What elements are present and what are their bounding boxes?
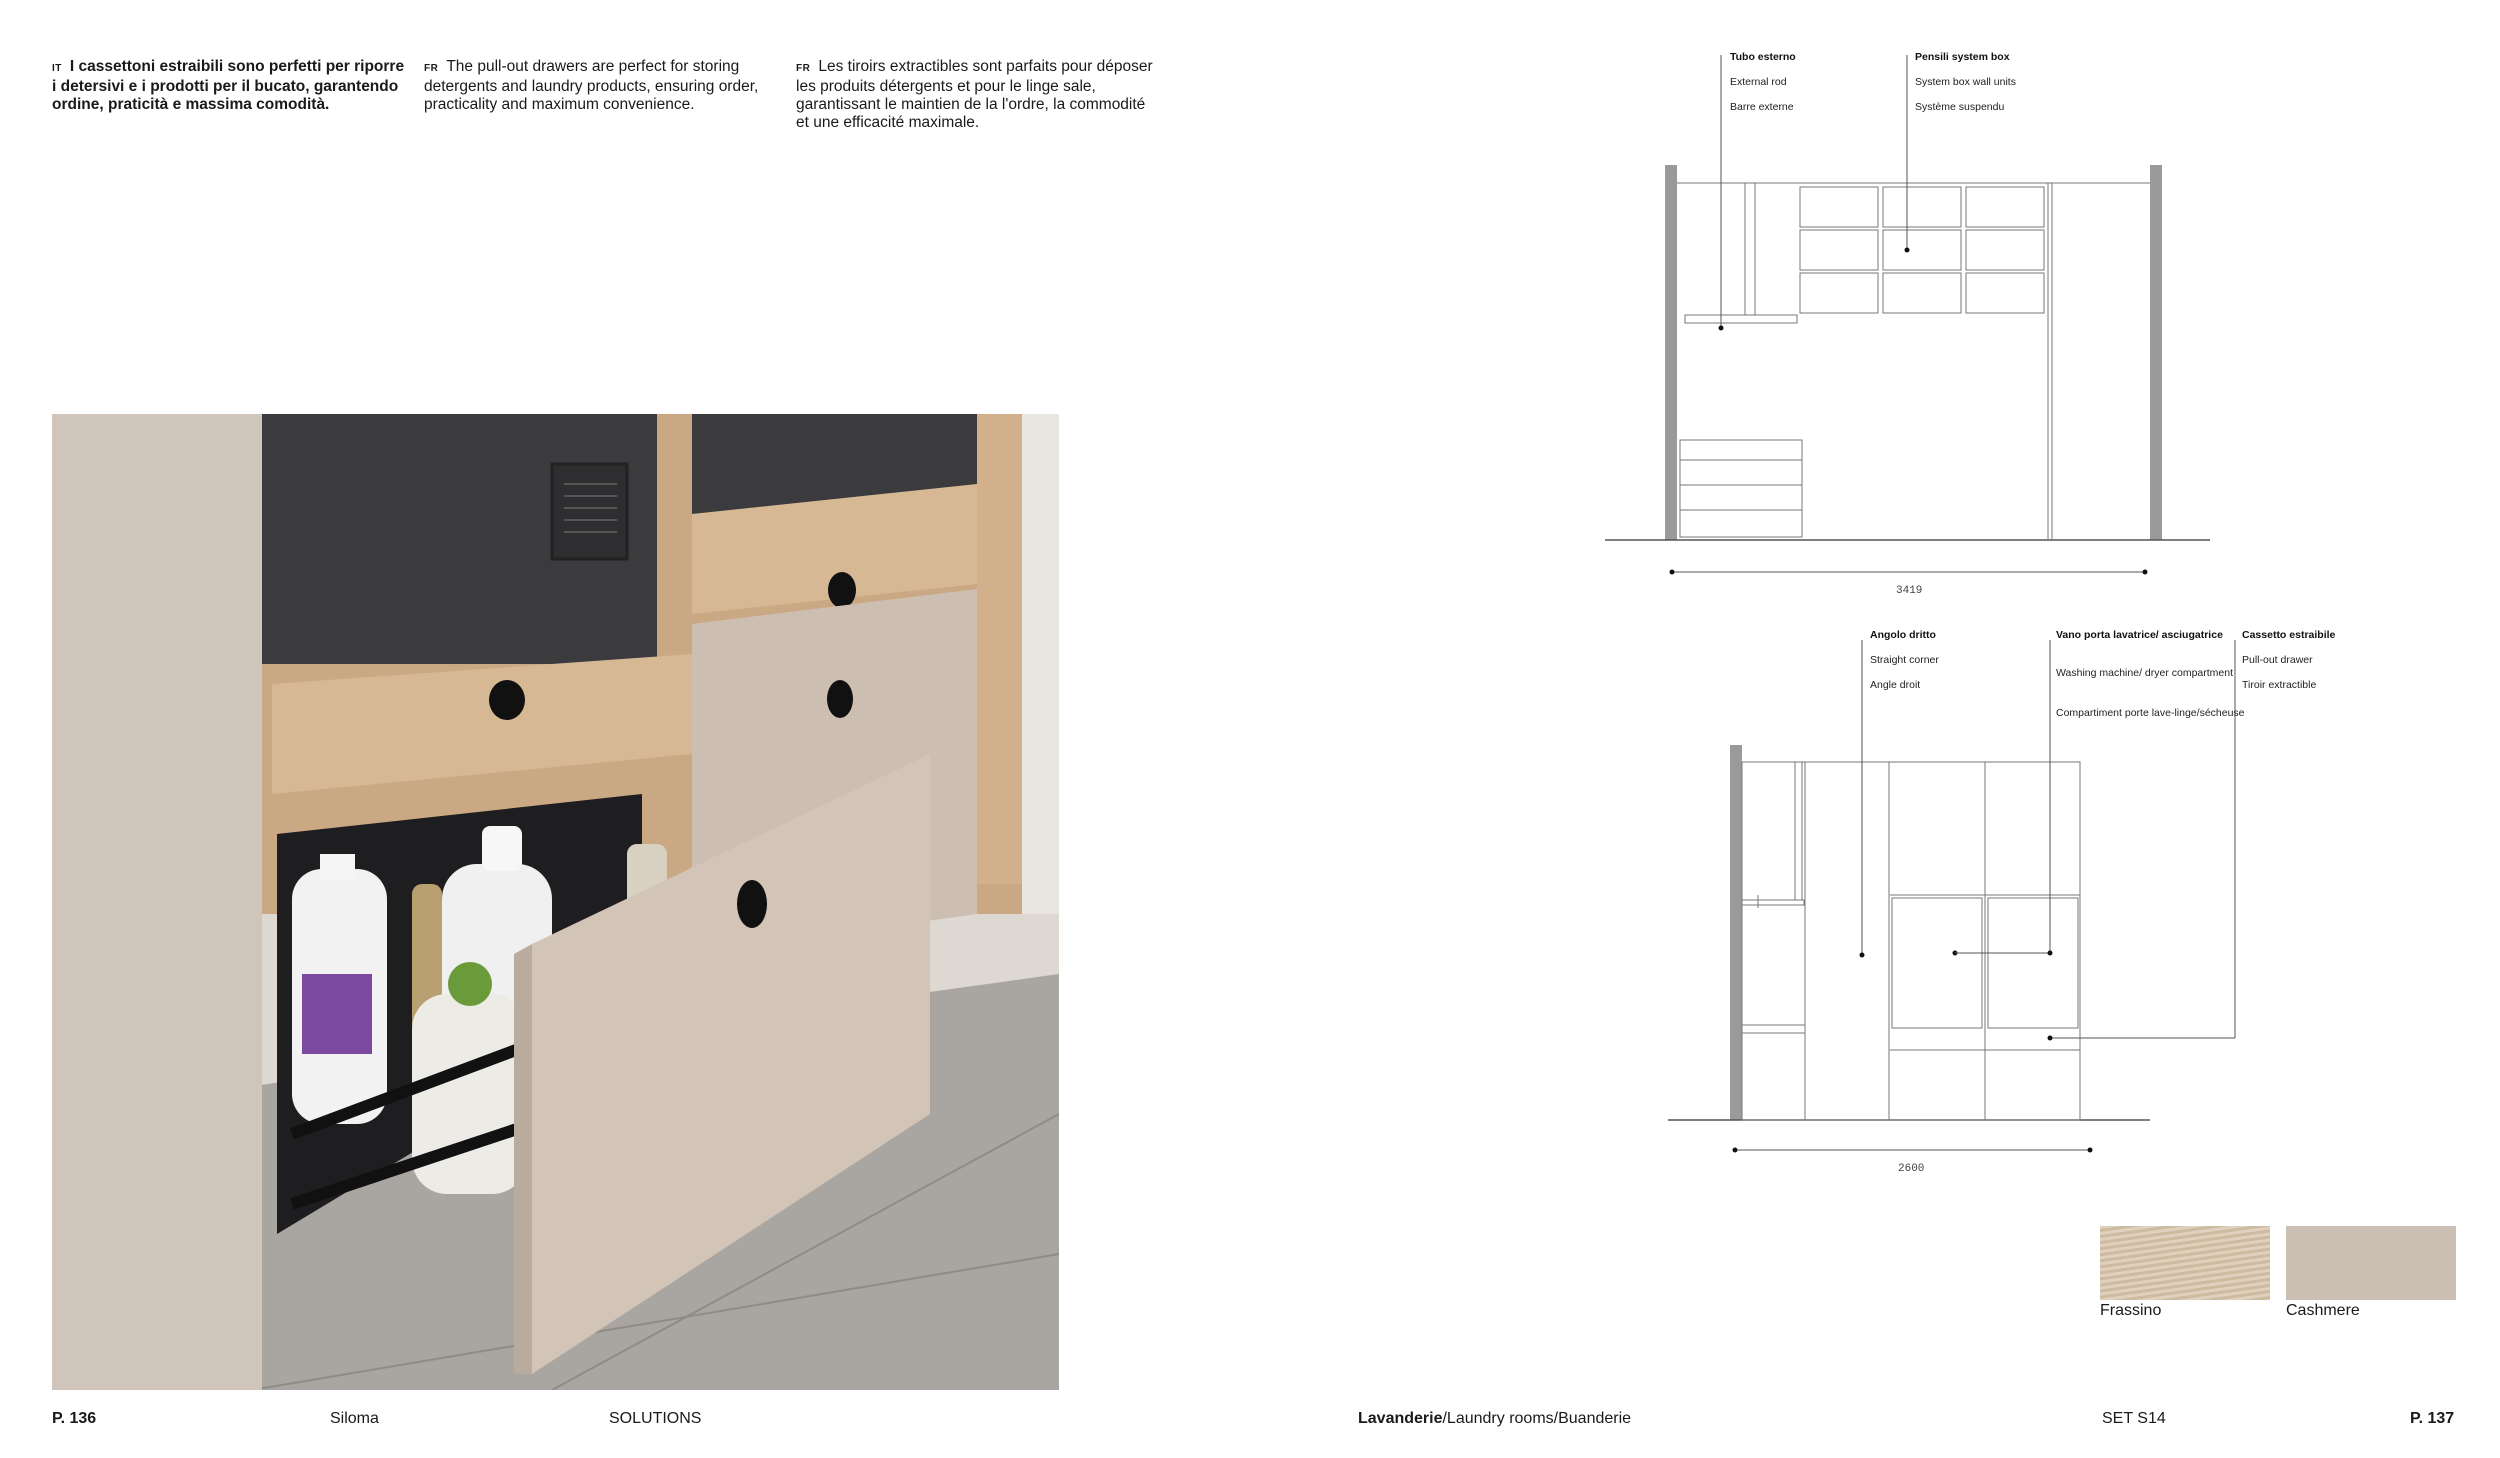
label-pensili-title: Pensili system box [1915,51,2010,63]
lang-tag-en: FR [424,63,439,74]
page-number-right: P. 137 [2410,1410,2455,1427]
label-vano-en: Washing machine/ dryer compartment [2056,667,2234,679]
laundry-drawer-illustration [52,414,1059,1390]
elevation-top [1605,51,2210,597]
footer-category-bold: Lavanderie [1358,1410,1443,1427]
label-tubo-esterno-en: External rod [1730,76,1787,88]
swatch-label-cashmere: Cashmere [2286,1302,2360,1319]
lang-tag-fr: FR [796,63,811,74]
intro-fr-text: Les tiroirs extractibles sont parfaits pour déposer les produits détergents et pour le linge sale, garantissant le maintien de la l'ordre, la commodité et une efficacité maximale. [796,58,1153,131]
label-cassetto-fr: Tiroir extractible [2242,679,2317,691]
technical-drawings [1590,40,2390,1190]
label-tubo-esterno-title: Tubo esterno [1730,51,1796,63]
footer-category [1358,1410,1631,1428]
swatch-label-frassino: Frassino [2100,1302,2162,1319]
footer-category-rest: /Laundry rooms/Buanderie [1442,1410,1632,1427]
footer-set: SET S14 [2102,1410,2166,1427]
label-angolo-fr: Angle droit [1870,679,1921,691]
label-vano-title: Vano porta lavatrice/ asciugatrice [2056,629,2223,641]
intro-fr [796,58,1156,132]
label-vano-fr: Compartiment porte lave-linge/sécheuse [2056,707,2245,719]
intro-en [424,58,784,114]
dimension-bottom: 2600 [1898,1163,1925,1175]
intro-it-text: I cassettoni estraibili sono perfetti per riporre i detersivi e i prodotti per il bucato, garantendo ordine, praticità e massima comodità. [52,58,405,113]
label-cassetto-en: Pull-out drawer [2242,654,2313,666]
dimension-top: 3419 [1896,585,1923,597]
label-tubo-esterno-fr: Barre externe [1730,101,1794,113]
page-number-left: P. 136 [52,1410,97,1427]
footer-section: SOLUTIONS [609,1410,702,1427]
footer-brand: Siloma [330,1410,379,1427]
intro-en-text: The pull-out drawers are perfect for storing detergents and laundry products, ensuring order, practicality and maximum convenience. [424,58,759,113]
label-pensili-fr: Système suspendu [1915,101,2005,113]
elevation-bottom [1668,629,2336,1175]
label-angolo-en: Straight corner [1870,654,1939,666]
label-pensili-en: System box wall units [1915,76,2016,88]
label-cassetto-title: Cassetto estraibile [2242,629,2336,641]
swatch-cashmere [2286,1226,2456,1300]
lang-tag-it: IT [52,63,62,74]
swatch-frassino [2100,1226,2270,1300]
label-angolo-title: Angolo dritto [1870,629,1936,641]
intro-it [52,58,412,114]
product-photo [52,414,1059,1390]
